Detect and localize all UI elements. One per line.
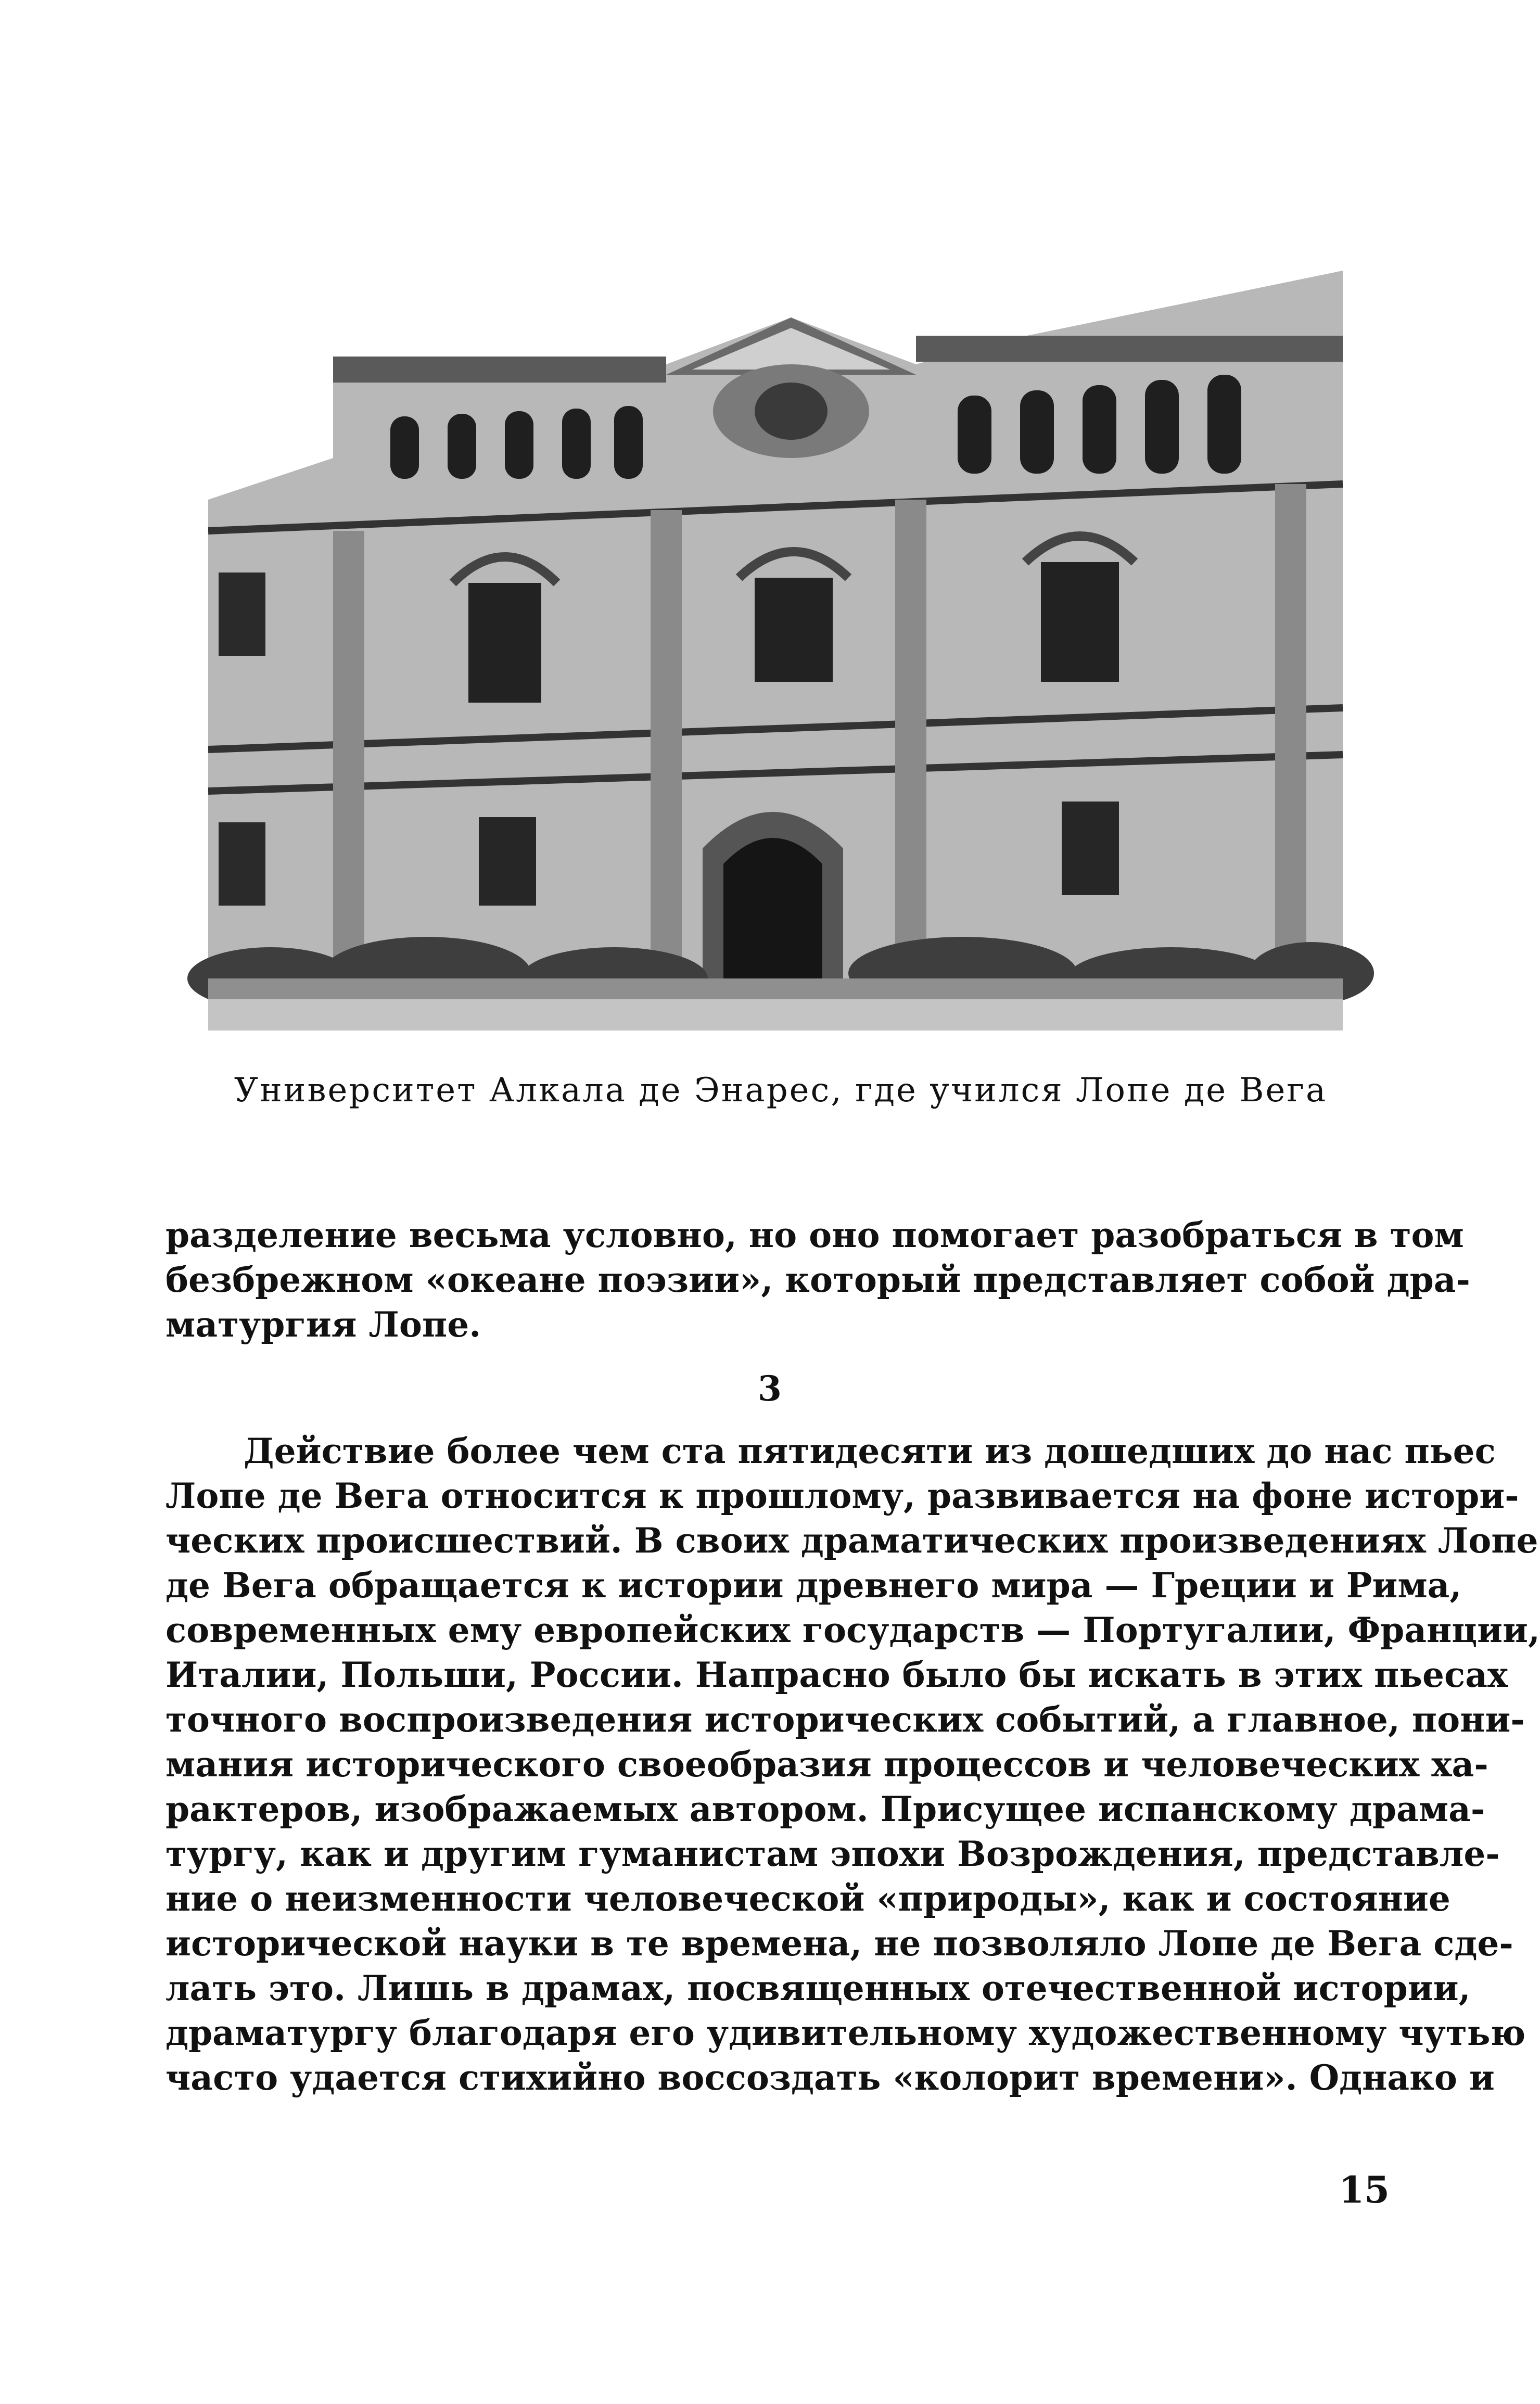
facade-illustration [208, 239, 1343, 1031]
text-line: Италии, Польши, России. Напрасно было бы искать в этих пьесах [166, 1655, 1508, 1695]
text-line: тургу, как и другим гуманистам эпохи Возрождения, представле- [166, 1834, 1500, 1874]
text-line: исторической науки в те времена, не позволяло Лопе де Вега сде- [166, 1923, 1513, 1964]
text-line: Действие более чем ста пятидесяти из дошедших до нас пьес [244, 1431, 1496, 1471]
text-line: часто удается стихийно воссоздать «колорит времени». Однако и [166, 2057, 1495, 2098]
paragraph-section-3 [166, 1429, 1540, 2100]
text-line: разделение весьма условно, но оно помогает разобраться в том [166, 1215, 1464, 1255]
text-line: драматургу благодаря его удивительному художественному чутью [166, 2013, 1526, 2053]
text-line: безбрежном «океане поэзии», который представляет собой дра- [166, 1260, 1470, 1300]
paragraph-continued [166, 1213, 1470, 1347]
text-line: матургия Лопе. [166, 1304, 481, 1345]
text-line: современных ему европейских государств — Португалии, Франции, [166, 1610, 1540, 1650]
text-line: лать это. Лишь в драмах, посвященных отечественной истории, [166, 1968, 1471, 2008]
text-line: точного воспроизведения исторических событий, а главное, пони- [166, 1699, 1525, 1740]
university-facade-photo [208, 239, 1343, 1031]
text-line: Лопе де Вега относится к прошлому, развивается на фоне истори- [166, 1476, 1519, 1516]
text-line: ческих происшествий. В своих драматических произведениях Лопе [166, 1520, 1538, 1561]
text-line: де Вега обращается к истории древнего мира — Греции и Рима, [166, 1565, 1462, 1606]
figure-caption: Университет Алкала де Энарес, где учился Лопе де Вега [234, 1071, 1328, 1110]
section-number: 3 [758, 1368, 782, 1409]
text-line: ние о неизменности человеческой «природы», как и состояние [166, 1878, 1450, 1919]
page-number: 15 [1339, 2168, 1390, 2211]
text-line: мания исторического своеобразия процессов и человеческих ха- [166, 1744, 1488, 1785]
text-line: рактеров, изображаемых автором. Присущее испанскому драма- [166, 1789, 1485, 1829]
